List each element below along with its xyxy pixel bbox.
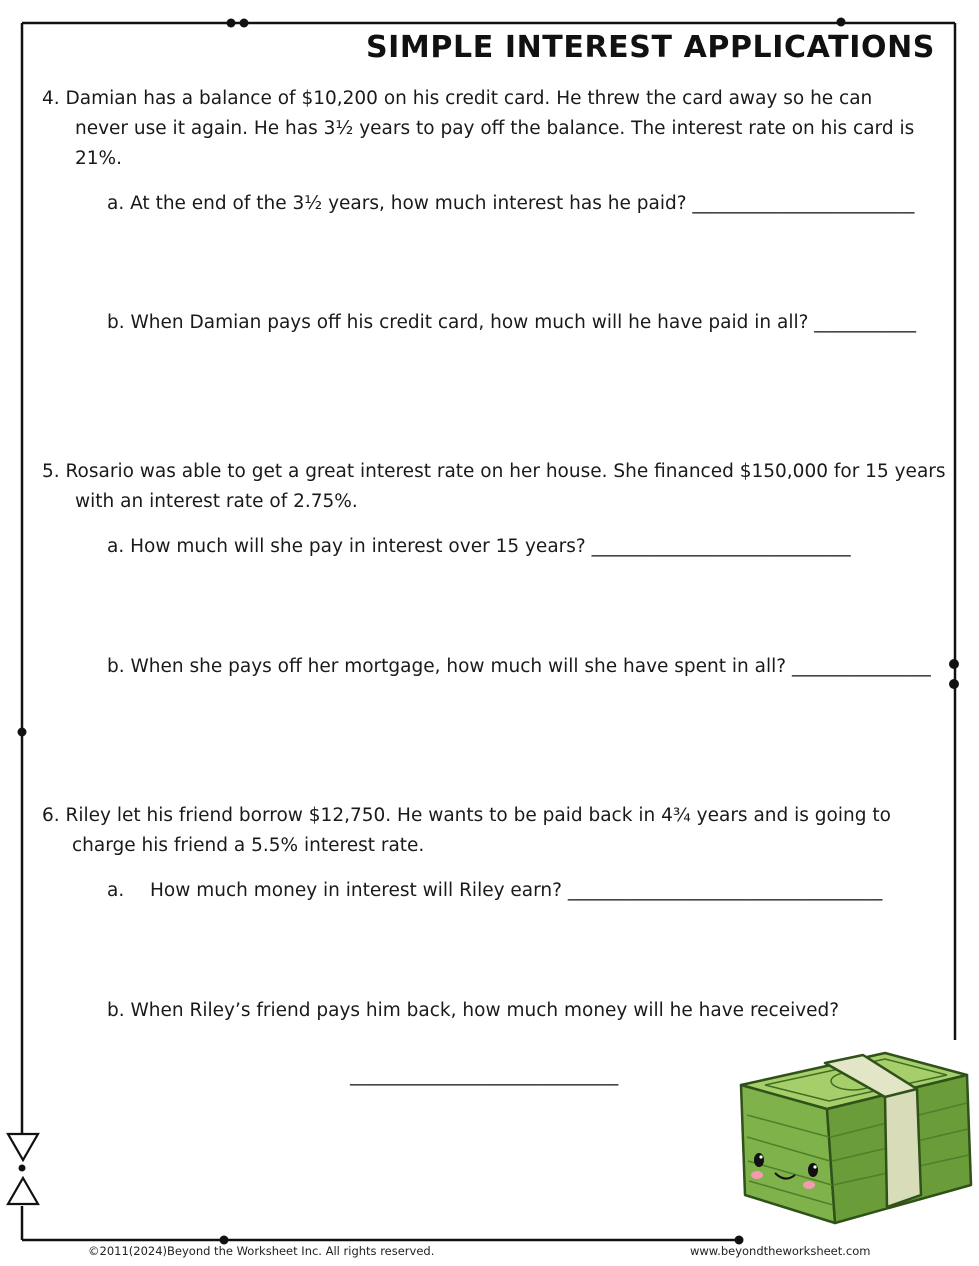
question-4-text-line: never use it again. He has 3½ years to pay off the balance. The interest rate on his card is (75, 118, 915, 139)
question-5b[interactable]: b. When she pays off her mortgage, how much will she have spent in all? _______________ (107, 656, 931, 677)
question-6b-answer-blank[interactable]: _____________________________ (350, 1065, 619, 1086)
question-5a[interactable]: a. How much will she pay in interest over 15 years? ____________________________ (107, 536, 851, 557)
question-6a[interactable]: How much money in interest will Riley earn? __________________________________ (150, 880, 883, 901)
money-stack-icon (735, 1045, 975, 1230)
question-4b[interactable]: b. When Damian pays off his credit card, how much will he have paid in all? ___________ (107, 312, 917, 333)
question-4-text-line: 4. Damian has a balance of $10,200 on his credit card. He threw the card away so he can (42, 88, 873, 109)
question-5-text-line: with an interest rate of 2.75%. (75, 491, 358, 512)
triangle-down-icon (8, 1134, 38, 1160)
question-6a-label: a. (107, 880, 125, 901)
question-5-text-line: 5. Rosario was able to get a great interest rate on her house. She financed $150,000 for 15 years (42, 461, 946, 482)
triangle-up-icon (8, 1178, 38, 1204)
footer-copyright: ©2011(2024)Beyond the Worksheet Inc. All rights reserved. (88, 1244, 435, 1258)
footer-website[interactable]: www.beyondtheworksheet.com (690, 1244, 871, 1258)
question-6-text-line: 6. Riley let his friend borrow $12,750. He wants to be paid back in 4¾ years and is going to (42, 805, 891, 826)
question-4-text-line: 21%. (75, 148, 122, 169)
page-title: SIMPLE INTEREST APPLICATIONS (365, 30, 935, 65)
question-4a[interactable]: a. At the end of the 3½ years, how much interest has he paid? ________________________ (107, 193, 915, 214)
question-6b: b. When Riley’s friend pays him back, how much money will he have received? (107, 1000, 840, 1021)
question-6-text-line: charge his friend a 5.5% interest rate. (72, 835, 425, 856)
